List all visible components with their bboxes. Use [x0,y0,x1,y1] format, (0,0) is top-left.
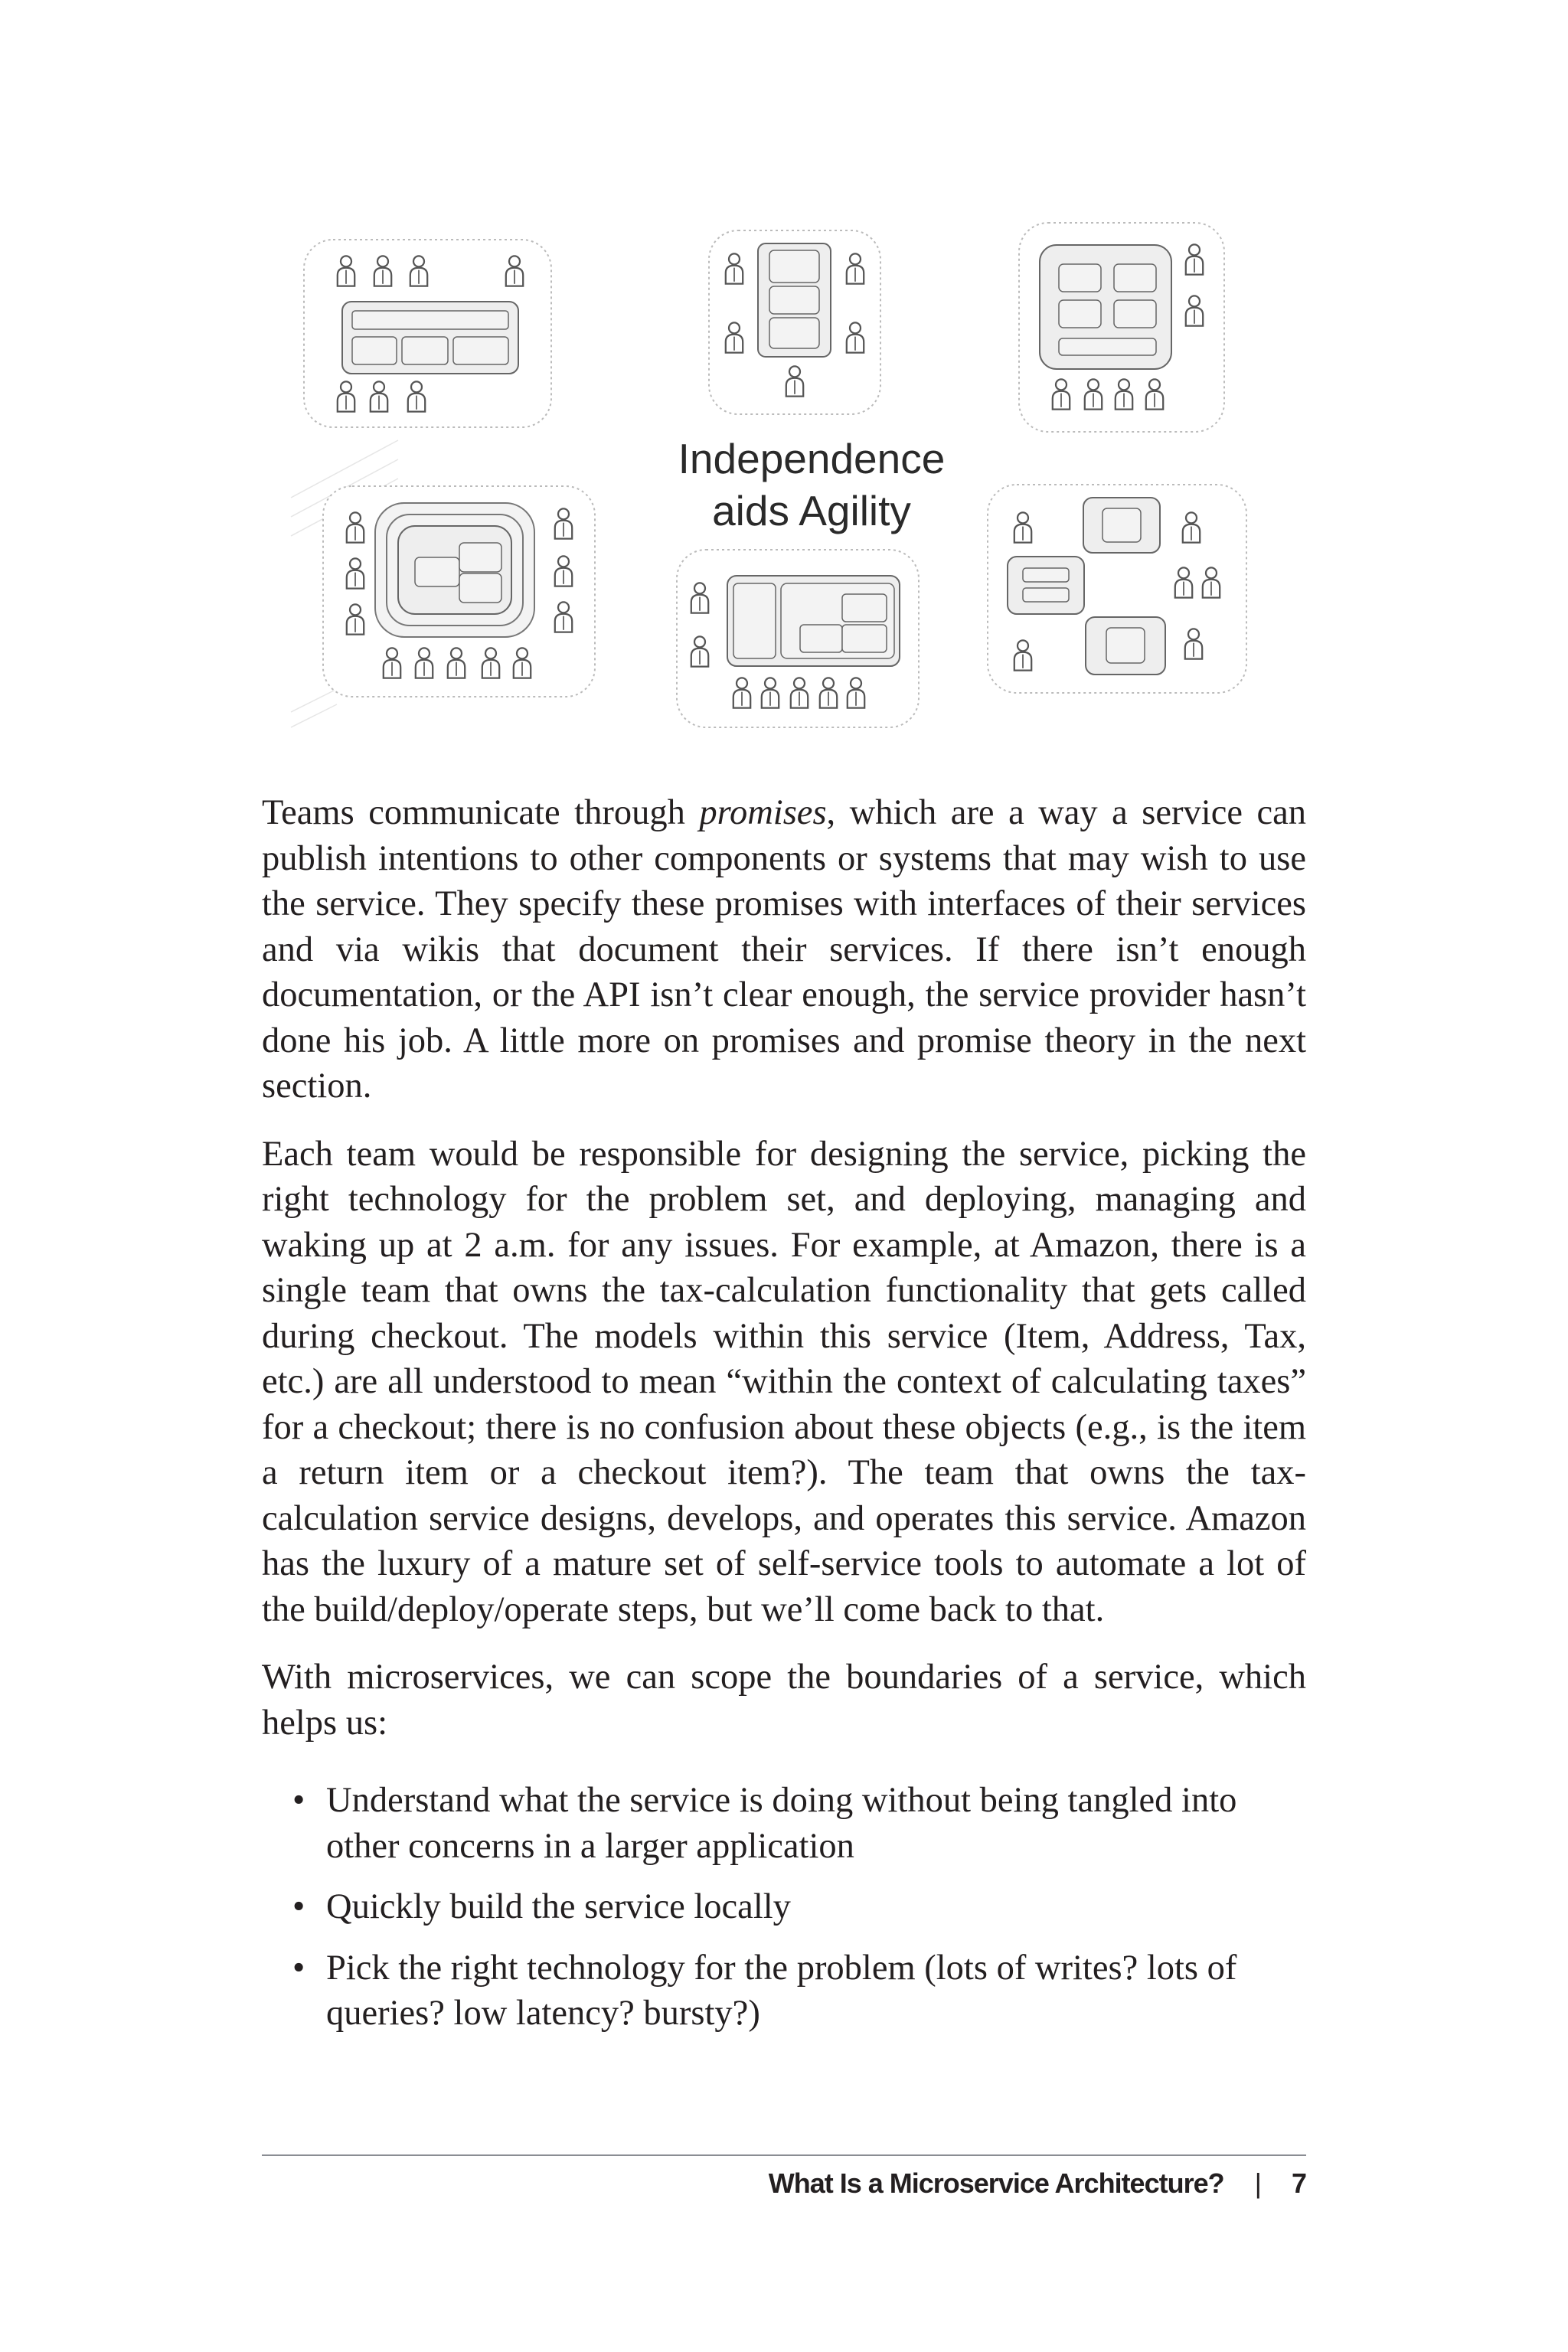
list-item: • Quickly build the service locally [262,1884,1306,1930]
team-cell-4 [323,486,595,697]
list-item: • Understand what the service is doing without being tangled into other concerns in a larger application [262,1778,1306,1869]
paragraph-promises: Teams communicate through promises, which are a way a service can publish intentions to other components or systems that may wish to use the service. They specify these promises with interfaces of their services and via wikis that document their services. If there isn’t enough documentation, or the API isn’t clear enough, the service provider hasn’t done his job. A little more on promises and promise theory in the next section. [262,793,1307,1106]
body-text [262,790,1306,2052]
footer-divider [262,2154,1306,2156]
figure-caption-line-2: aids Agility [712,487,911,534]
paragraph-microservices-scope: With microservices, we can scope the boundaries of a service, which helps us: [262,1658,1306,1743]
page-footer [769,2164,1306,2203]
team-cell-1 [304,240,551,427]
team-cell-2 [709,230,880,414]
team-cell-5 [677,550,919,727]
bullet-marker: • [292,1887,305,1926]
figure-caption-line-1: Independence [678,435,946,482]
team-cell-3 [1019,223,1224,432]
footer-separator: | [1254,2167,1261,2199]
team-services-figure [276,207,1286,758]
list-item: • Pick the right technology for the problem (lots of writes? lots of queries? low latency? bursty?) [262,1945,1306,2037]
paragraph-team-responsibility: Each team would be responsible for designing the service, picking the right technology for the problem set, and deploying, managing and waking up at 2 a.m. for any issues. For example, at Amazon, there is a single team that owns the tax-calculation functionality that gets called during checkout. The models within this service (Item, Address, Tax, etc.) are all understood to mean “within the context of calculating taxes” for a checkout; there is no confusion about these objects (e.g., is the item a return item or a checkout item?). The team that owns the tax-calculation service designs, develops, and operates this service. Amazon has the luxury of a mature set of self-service tools to automate a lot of the build/deploy/operate steps, but we’ll come back to that. [262,1134,1306,1629]
running-section-title: What Is a Microservice Architecture? [768,2167,1224,2199]
emphasis-promises: promises [699,793,827,832]
bullet-marker: • [292,1781,305,1820]
benefits-list [262,1778,1306,2037]
page-number: 7 [1291,2167,1306,2199]
bullet-marker: • [292,1948,305,1988]
team-cell-6 [988,485,1246,693]
